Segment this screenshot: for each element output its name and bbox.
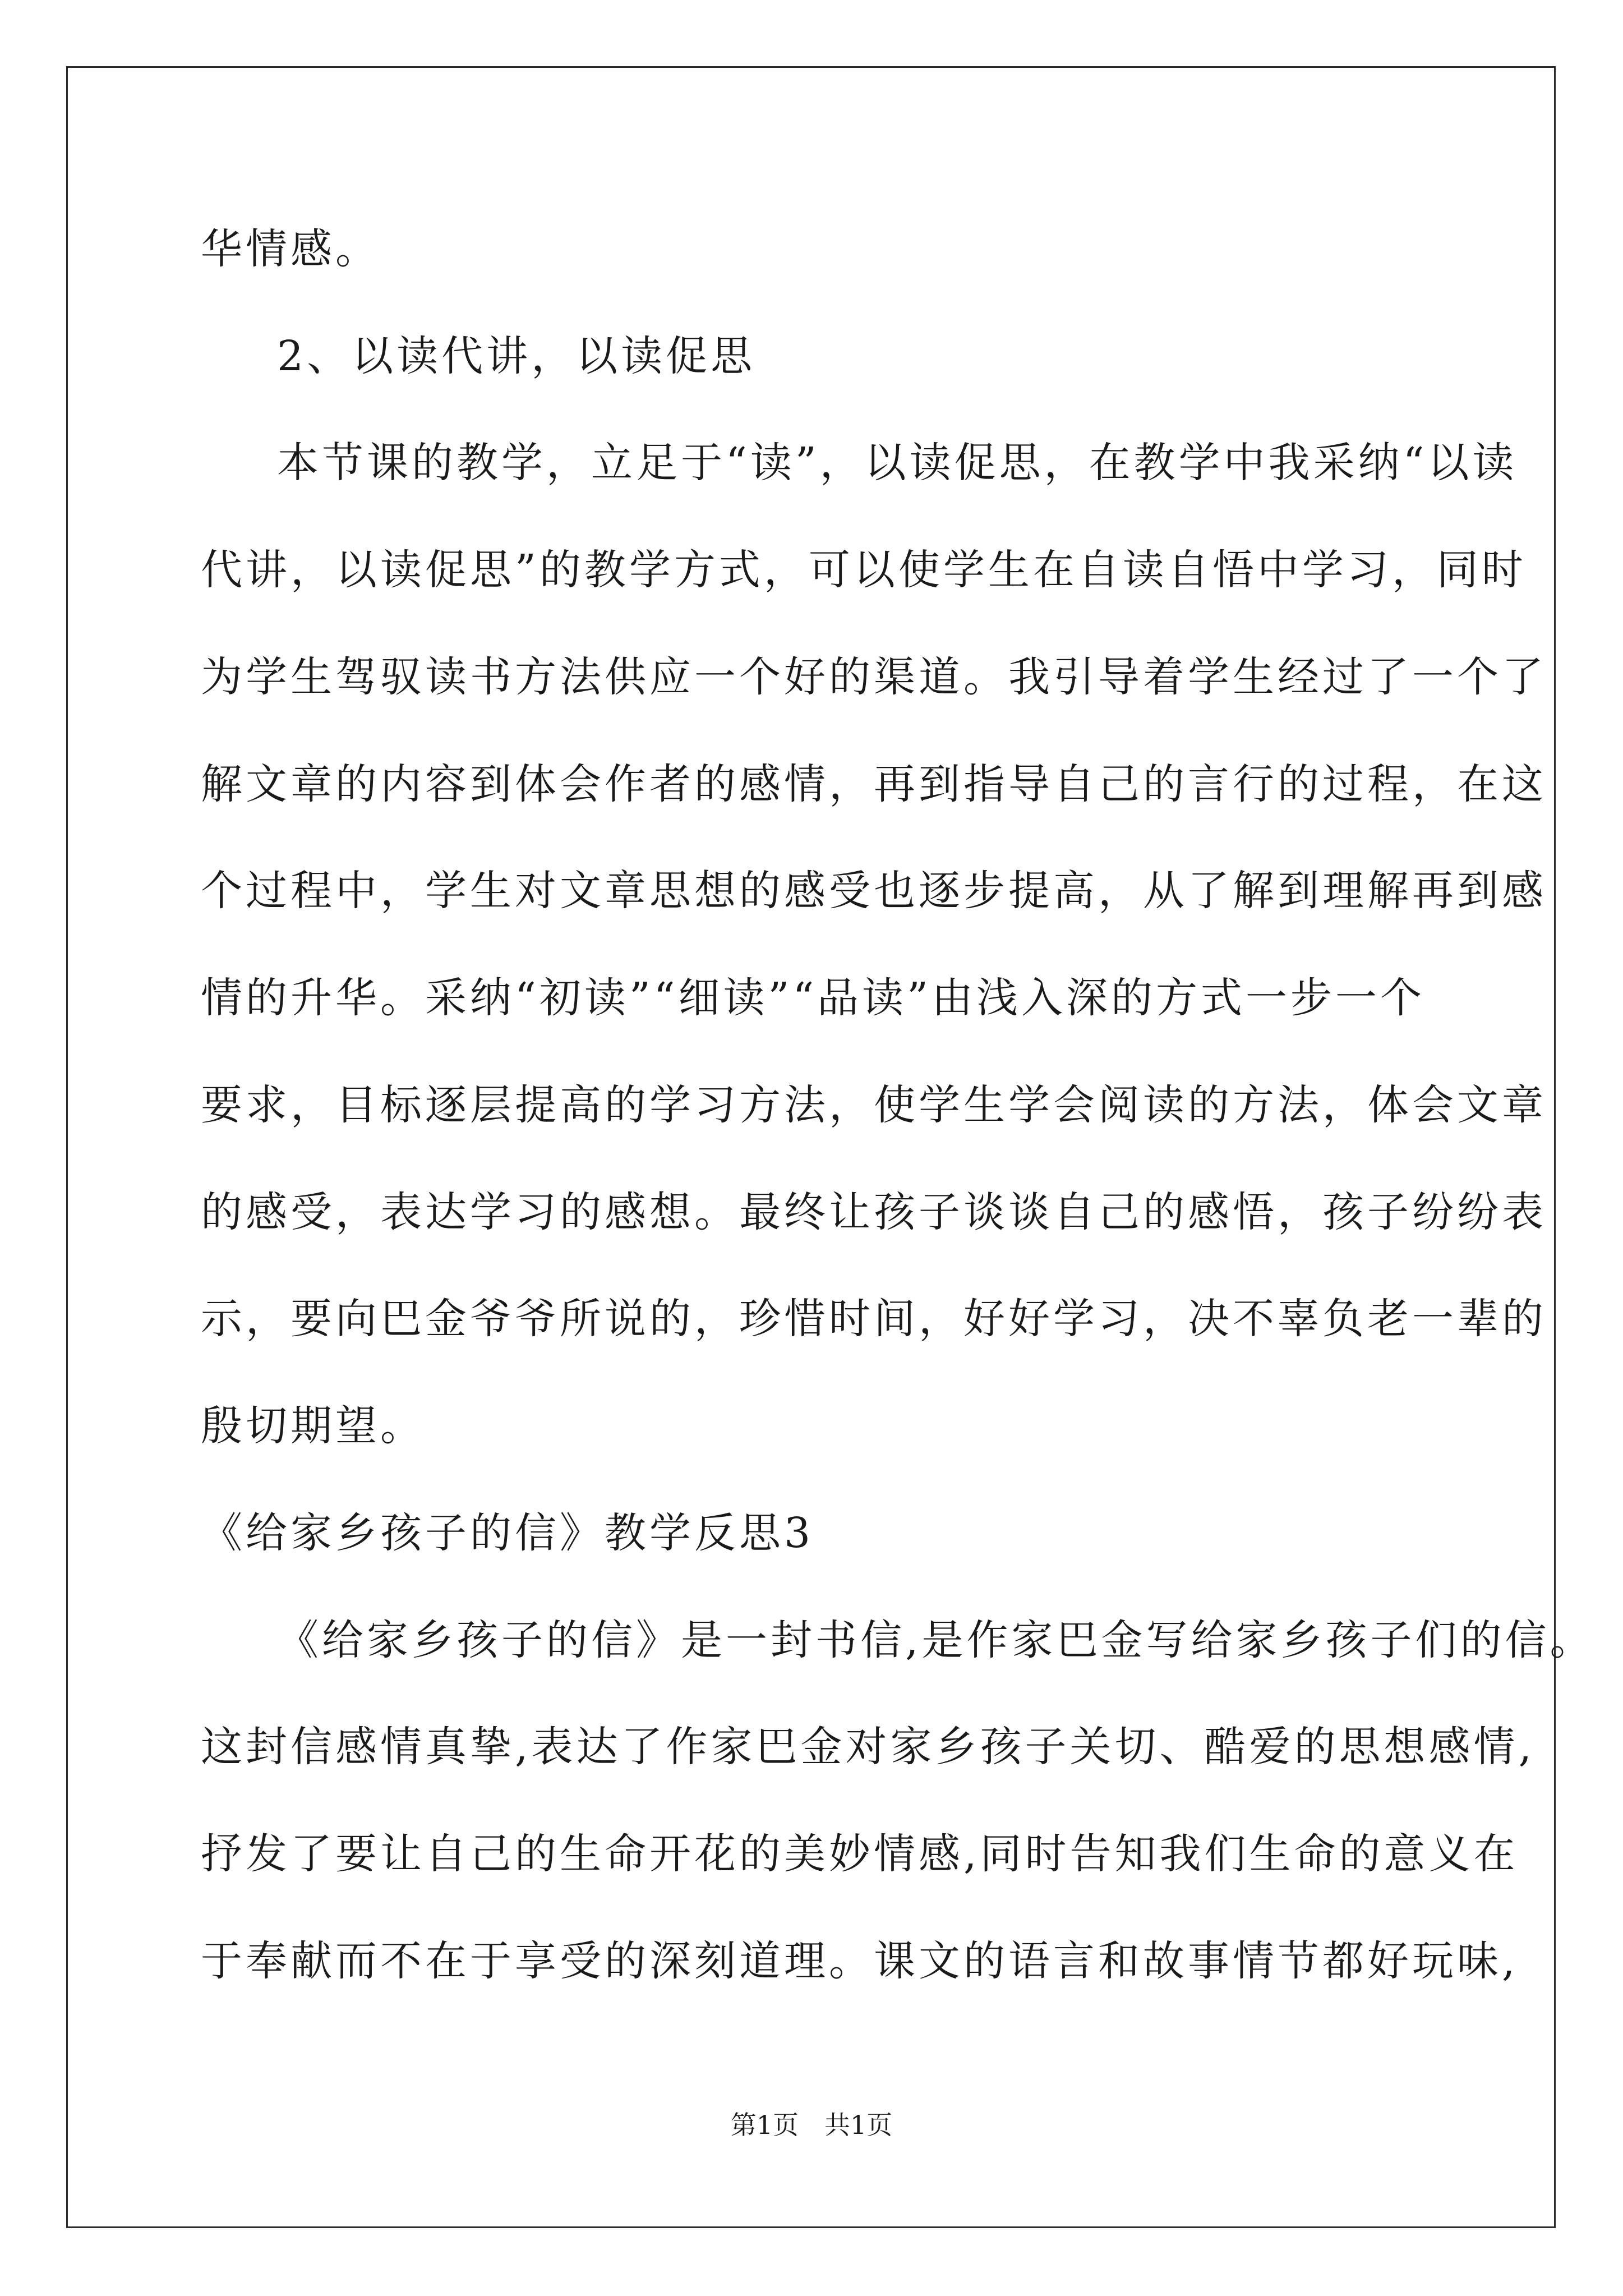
text-line: 华情感。 [201,225,380,273]
text-line: 个过程中，学生对文章思想的感受也逐步提高，从了解到理解再到感 [201,867,1547,915]
text-line: 情的升华。采纳“初读”“细读”“品读”由浅入深的方式一步一个 [201,974,1425,1022]
section-heading: 2、以读代讲，以读促思 [277,332,756,380]
text-line: 为学生驾驭读书方法供应一个好的渠道。我引导着学生经过了一个了 [201,653,1547,701]
text-line: 于奉献而不在于享受的深刻道理。课文的语言和故事情节都好玩味, [201,1937,1519,1985]
text-line: 示，要向巴金爷爷所说的，珍惜时间，好好学习，决不辜负老一辈的 [201,1295,1547,1343]
text-line: 要求，目标逐层提高的学习方法，使学生学会阅读的方法，体会文章 [201,1081,1547,1129]
text-line: 《给家乡孩子的信》是一封书信,是作家巴金写给家乡孩子们的信。 [277,1616,1595,1664]
page-footer: 第1页 共1页 [730,2110,893,2140]
text-line: 代讲，以读促思”的教学方式，可以使学生在自读自悟中学习，同时 [201,546,1527,594]
text-line: 解文章的内容到体会作者的感情，再到指导自己的言行的过程，在这 [201,760,1547,808]
text-line: 这封信感情真挚,表达了作家巴金对家乡孩子关切、酷爱的思想感情, [201,1723,1536,1771]
text-line: 的感受，表达学习的感想。最终让孩子谈谈自己的感悟，孩子纷纷表 [201,1188,1547,1236]
text-line: 殷切期望。 [201,1402,425,1450]
text-line: 抒发了要让自己的生命开花的美妙情感,同时告知我们生命的意义在 [201,1830,1519,1878]
text-line: 本节课的教学，立足于“读”，以读促思，在教学中我采纳“以读 [277,439,1518,487]
section-title: 《给家乡孩子的信》教学反思3 [201,1509,814,1557]
page-border [66,66,1556,2228]
